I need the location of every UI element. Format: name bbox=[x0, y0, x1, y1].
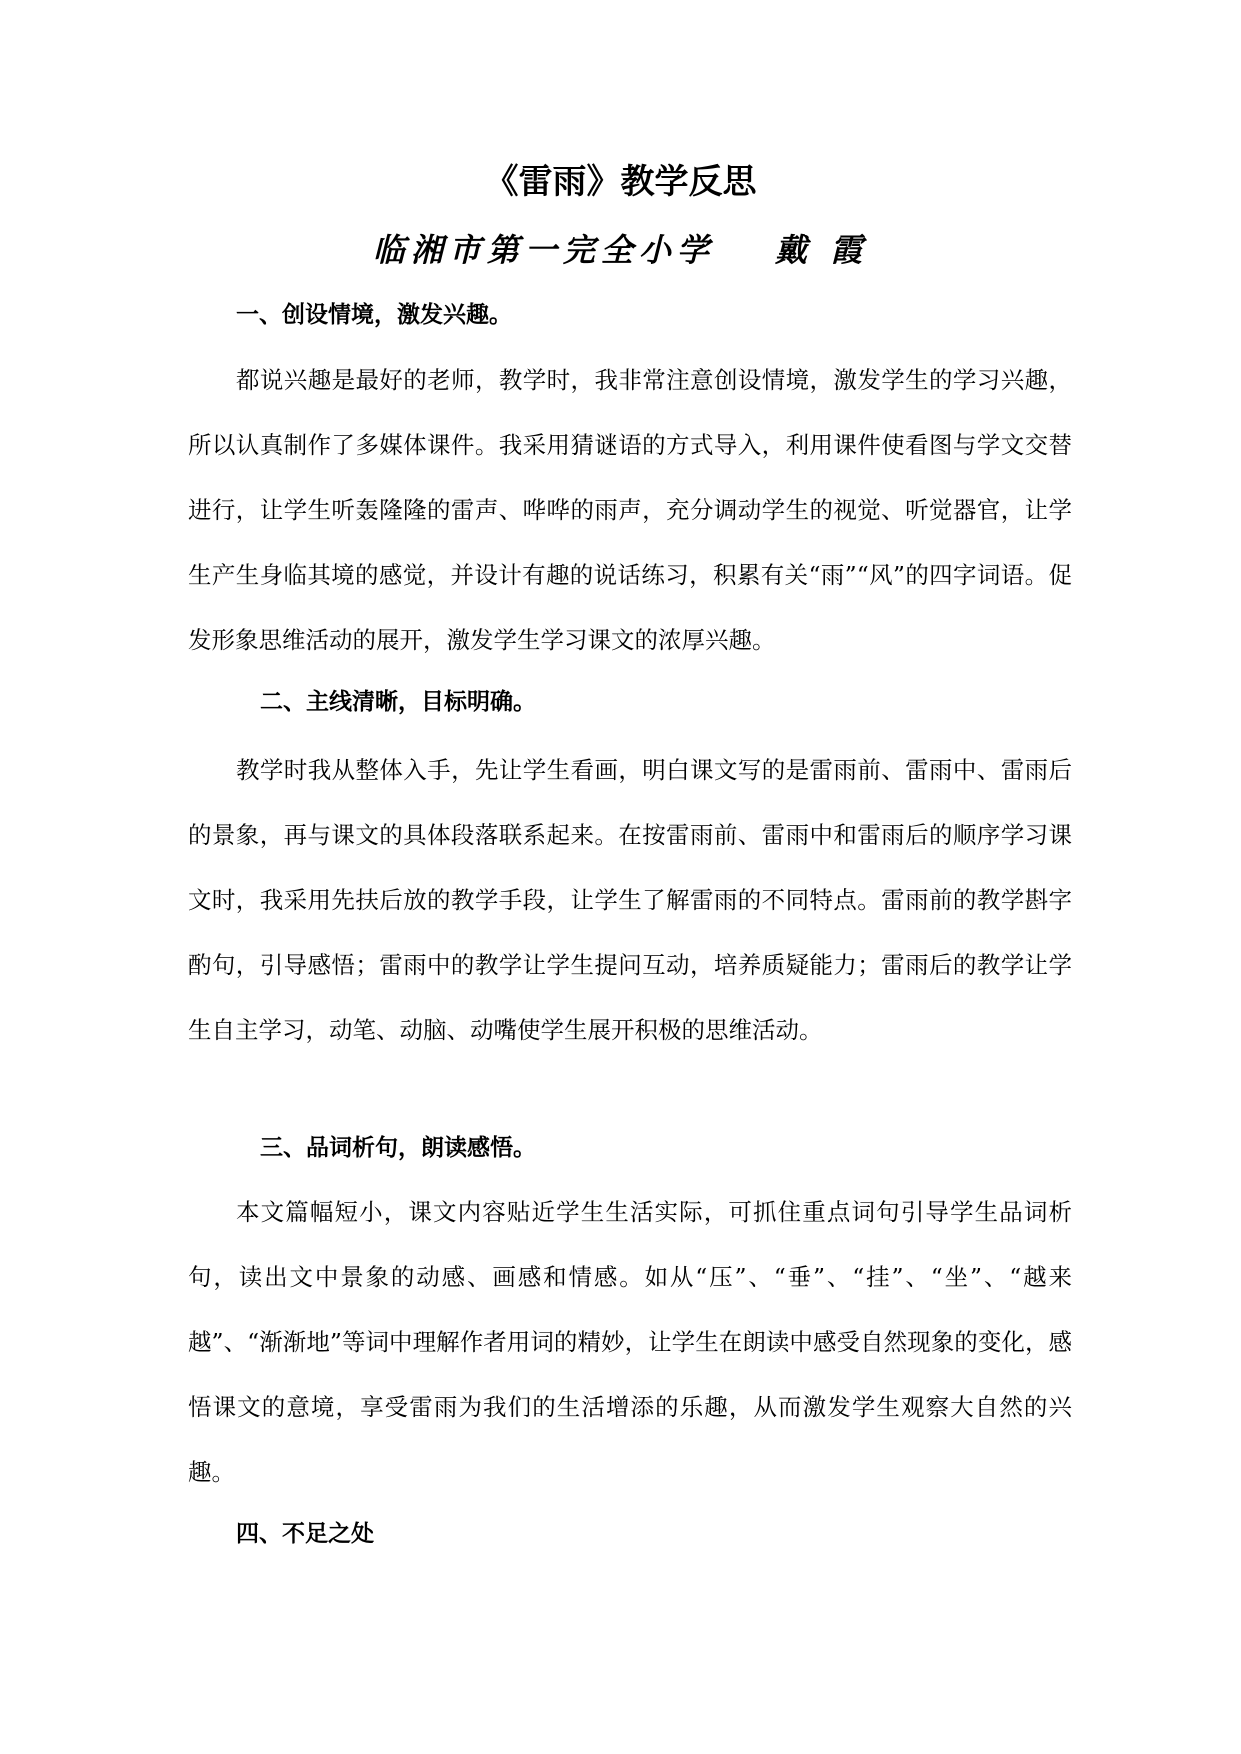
section-body-3: 本文篇幅短小，课文内容贴近学生生活实际，可抓住重点词句引导学生品词析句，读出文中景象的动感、画感和情感。如从“压”、“垂”、“挂”、“坐”、“越来越”、“渐渐地”等词中理解作者用词的精妙，让学生在朗读中感受自然现象的变化，感悟课文的意境，享受雷雨为我们的生活增添的乐趣，从而激发学生观察大自然的兴趣。 bbox=[188, 1198, 1072, 1486]
section-body-1: 都说兴趣是最好的老师，教学时，我非常注意创设情境，激发学生的学习兴趣，所以认真制作了多媒体课件。我采用猜谜语的方式导入，利用课件使看图与学文交替进行，让学生听轰隆隆的雷声、哗哗的雨声，充分调动学生的视觉、听觉器官，让学生产生身临其境的感觉，并设计有趣的说话练习，积累有关“雨”“风”的四字词语。促发形象思维活动的展开，激发学生学习课文的浓厚兴趣。 bbox=[188, 366, 1072, 654]
section-heading-2: 二、主线清晰，目标明确。 bbox=[260, 688, 536, 715]
section-heading-1: 一、创设情境，激发兴趣。 bbox=[236, 301, 512, 328]
section-heading-4: 四、不足之处 bbox=[236, 1520, 374, 1547]
author-name: 戴 霞 bbox=[774, 231, 869, 269]
section-heading-3: 三、品词析句，朗读感悟。 bbox=[260, 1134, 536, 1161]
section-body-2: 教学时我从整体入手，先让学生看画，明白课文写的是雷雨前、雷雨中、雷雨后的景象，再与课文的具体段落联系起来。在按雷雨前、雷雨中和雷雨后的顺序学习课文时，我采用先扶后放的教学手段，让学生了解雷雨的不同特点。雷雨前的教学斟字酌句，引导感悟；雷雨中的教学让学生提问互动，培养质疑能力；雷雨后的教学让学生自主学习，动笔、动脑、动嘴使学生展开积极的思维活动。 bbox=[188, 756, 1072, 1044]
school-name: 临湘市第一完全小学 bbox=[372, 231, 715, 269]
document-title: 《雷雨》教学反思 bbox=[484, 162, 757, 202]
author-byline bbox=[0, 228, 1241, 272]
